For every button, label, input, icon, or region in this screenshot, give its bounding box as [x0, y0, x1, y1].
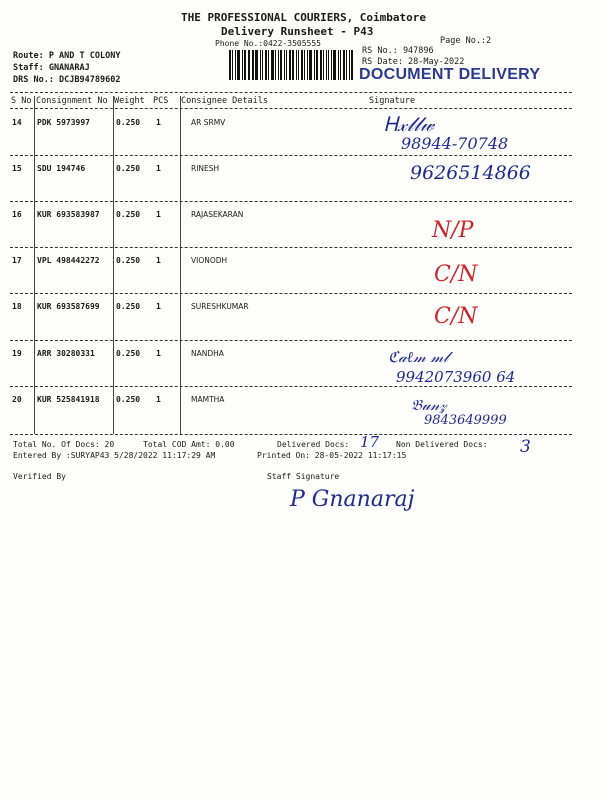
verified-by: Verified By	[13, 472, 66, 481]
row-sno: 14	[12, 118, 22, 127]
barcode-bar	[316, 50, 318, 80]
col-separator	[34, 96, 35, 434]
row-weight: 0.250	[116, 164, 141, 173]
row-pcs: 1	[156, 210, 161, 219]
row-signature: C/N	[434, 304, 478, 329]
row-consignment: KUR 693587699	[37, 302, 100, 311]
non-delivered-docs-value: 3	[520, 437, 531, 457]
row-weight: 0.250	[116, 256, 141, 265]
barcode-bar	[343, 50, 345, 80]
row-consignee: RAJASEKARAN	[191, 210, 244, 219]
row-pcs: 1	[156, 164, 161, 173]
row-signature: 98944-70748	[401, 134, 509, 153]
barcode-bar	[265, 50, 267, 80]
staff: Staff: GNANARAJ	[13, 63, 90, 73]
barcode-bar	[271, 50, 274, 80]
header-top-rule	[10, 92, 572, 93]
barcode-bar	[235, 50, 236, 80]
barcode-bar	[262, 50, 263, 80]
row-consignment: KUR 693583987	[37, 210, 100, 219]
barcode-bar	[304, 50, 305, 80]
row-sno: 19	[12, 349, 22, 358]
barcode-bar	[255, 50, 258, 80]
rs-number: RS No.: 947896	[362, 46, 434, 56]
barcode-bar	[320, 50, 322, 80]
row-consignment: VPL 498442272	[37, 256, 100, 265]
row-signature-scribble: 𝔅𝓊𝓃𝓏	[411, 396, 447, 414]
barcode-bar	[244, 50, 246, 80]
row-rule	[10, 386, 572, 387]
printed-on: Printed On: 28-05-2022 11:17:15	[257, 451, 407, 460]
row-sno: 18	[12, 302, 22, 311]
row-signature-scribble: Ꮋ𝓍𝓁𝓁𝓌	[384, 112, 435, 136]
row-signature: 9843649999	[424, 413, 507, 428]
row-signature: C/N	[434, 262, 478, 287]
barcode-bar	[346, 50, 347, 80]
barcode-bar	[326, 50, 327, 80]
row-consignee: VIONODH	[191, 256, 228, 265]
non-delivered-docs-label: Non Delivered Docs:	[396, 440, 488, 449]
staff-signature: P Gnanaraj	[290, 487, 415, 512]
barcode-bar	[284, 50, 285, 80]
col-weight: Weight	[114, 96, 145, 106]
barcode-bar	[280, 50, 282, 80]
col-consignee: Consignee Details	[181, 96, 268, 106]
row-signature-scribble: ℭ𝒶ℓ𝓂 𝓂𝓁	[388, 348, 449, 366]
row-consignee: SURESHKUMAR	[191, 302, 249, 311]
barcode-bar	[229, 50, 231, 80]
document-delivery-stamp: DOCUMENT DELIVERY	[359, 66, 541, 83]
barcode-bar	[289, 50, 292, 80]
barcode-bar	[296, 50, 297, 80]
entered-by: Entered By :SURYAP43 5/28/2022 11:17:29 AM	[13, 451, 216, 460]
row-consignee: NANDHA	[191, 349, 224, 358]
barcode-bar	[338, 50, 339, 80]
barcode-bar	[268, 50, 269, 80]
row-signature: N/P	[432, 218, 474, 243]
delivered-docs-label: Delivered Docs:	[277, 440, 350, 449]
barcode-bar	[307, 50, 308, 80]
row-signature: 9626514866	[410, 162, 531, 184]
header-bottom-rule	[10, 108, 572, 109]
row-sno: 16	[12, 210, 22, 219]
row-pcs: 1	[156, 256, 161, 265]
row-sno: 17	[12, 256, 22, 265]
phone-number: Phone No.:0422-3505555	[215, 39, 321, 48]
route: Route: P AND T COLONY	[13, 51, 121, 61]
row-rule	[10, 293, 572, 294]
row-pcs: 1	[156, 349, 161, 358]
row-consignment: SDU 194746	[37, 164, 86, 173]
total-docs: Total No. Of Docs: 20	[13, 440, 115, 449]
row-consignee: RINESH	[191, 164, 220, 173]
barcode-bar	[252, 50, 254, 80]
barcode-bar	[249, 50, 250, 80]
barcode-bar	[286, 50, 287, 80]
col-consignment: Consignment No	[36, 96, 108, 106]
barcode-bar	[333, 50, 336, 80]
total-cod: Total COD Amt: 0.00	[143, 440, 235, 449]
row-signature: 9942073960 64	[396, 368, 516, 386]
barcode-bar	[298, 50, 299, 80]
barcode-bar	[351, 50, 353, 80]
barcode	[229, 50, 355, 80]
barcode-bar	[331, 50, 332, 80]
row-weight: 0.250	[116, 118, 141, 127]
row-rule	[10, 155, 572, 156]
delivered-docs-value: 17	[360, 433, 380, 451]
row-pcs: 1	[156, 302, 161, 311]
runsheet-title: Delivery Runsheet - P43	[221, 25, 374, 38]
barcode-bar	[328, 50, 330, 80]
barcode-bar	[323, 50, 324, 80]
barcode-bar	[349, 50, 350, 80]
row-pcs: 1	[156, 118, 161, 127]
col-pcs: PCS	[153, 96, 169, 106]
col-separator	[180, 96, 181, 434]
row-consignment: ARR 30280331	[37, 349, 95, 358]
row-consignee: AR SRMV	[191, 118, 226, 127]
col-signature: Signature	[369, 96, 416, 106]
row-pcs: 1	[156, 395, 161, 404]
col-separator	[113, 96, 114, 434]
barcode-bar	[314, 50, 315, 80]
row-weight: 0.250	[116, 210, 141, 219]
barcode-bar	[309, 50, 312, 80]
row-weight: 0.250	[116, 302, 141, 311]
drs-number: DRS No.: DCJB94789602	[13, 75, 121, 85]
barcode-bar	[260, 50, 261, 80]
barcode-bar	[232, 50, 233, 80]
row-weight: 0.250	[116, 349, 141, 358]
barcode-bar	[301, 50, 303, 80]
row-rule	[10, 340, 572, 341]
rs-date: RS Date: 28-May-2022	[362, 57, 465, 67]
col-sno: S No	[11, 96, 32, 106]
row-consignment: KUR 525841918	[37, 395, 100, 404]
barcode-bar	[340, 50, 341, 80]
page-number: Page No.:2	[440, 36, 492, 46]
row-sno: 20	[12, 395, 22, 404]
barcode-bar	[278, 50, 279, 80]
company-title: THE PROFESSIONAL COURIERS, Coimbatore	[181, 11, 427, 24]
row-rule	[10, 247, 572, 248]
row-consignee: MAMTHA	[191, 395, 225, 404]
barcode-bar	[248, 50, 249, 80]
barcode-bar	[237, 50, 240, 80]
row-sno: 15	[12, 164, 22, 173]
barcode-bar	[275, 50, 276, 80]
barcode-bar	[292, 50, 294, 80]
staff-signature-label: Staff Signature	[267, 472, 340, 481]
row-rule	[10, 201, 572, 202]
row-weight: 0.250	[116, 395, 141, 404]
row-rule	[10, 434, 572, 435]
barcode-bar	[242, 50, 243, 80]
row-consignment: PDK 5973997	[37, 118, 90, 127]
